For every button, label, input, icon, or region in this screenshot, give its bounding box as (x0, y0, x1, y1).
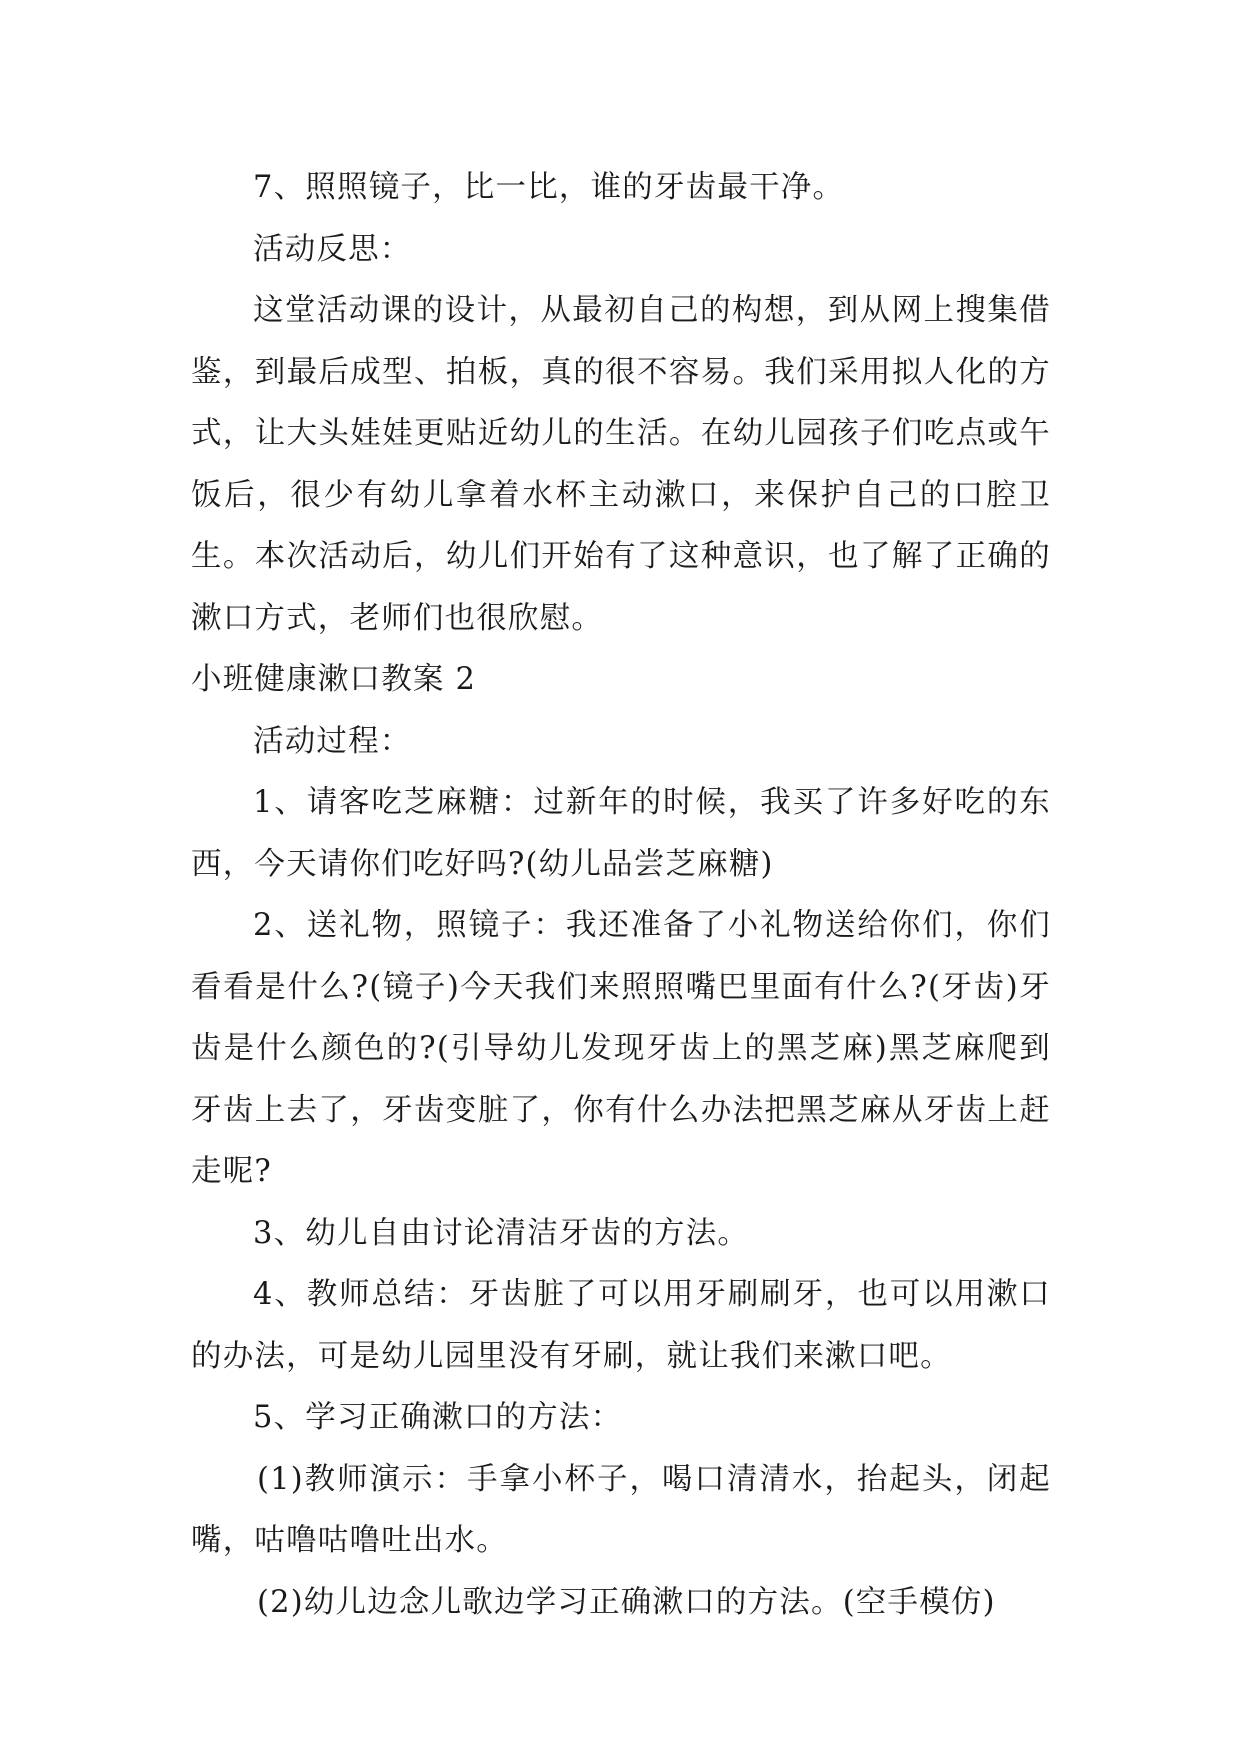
paragraph-step-3: 3、幼儿自由讨论清洁牙齿的方法。 (253, 1215, 750, 1251)
section-label-process: 活动过程： (253, 723, 412, 759)
paragraph-step-4: 4、教师总结：牙齿脏了可以用牙刷刷牙，也可以用漱口的办法，可是幼儿园里没有牙刷，就让我们来漱口吧。 (191, 1277, 1051, 1374)
document-body (191, 157, 1051, 1633)
paragraph-reflection: 这堂活动课的设计，从最初自己的构想，到从网上搜集借鉴，到最后成型、拍板，真的很不容易。我们采用拟人化的方式，让大头娃娃更贴近幼儿的生活。在幼儿园孩子们吃点或午饭后，很少有幼儿拿着水杯主动漱口，来保护自己的口腔卫生。本次活动后，幼儿们开始有了这种意识，也了解了正确的漱口方式，老师们也很欣慰。 (191, 293, 1051, 636)
section-label-reflection: 活动反思： (253, 231, 412, 267)
document-heading: 小班健康漱口教案 2 (191, 662, 477, 697)
paragraph-step-2: 2、送礼物，照镜子：我还准备了小礼物送给你们，你们看看是什么?(镜子)今天我们来照照嘴巴里面有什么?(牙齿)牙齿是什么颜色的?(引导幼儿发现牙齿上的黑芝麻)黑芝麻爬到牙齿上去了，牙齿变脏了，你有什么办法把黑芝麻从牙齿上赶走呢? (191, 908, 1051, 1189)
paragraph-step-7: 7、照照镜子，比一比，谁的牙齿最干净。 (253, 170, 845, 205)
paragraph-step-1: 1、请客吃芝麻糖：过新年的时候，我买了许多好吃的东西，今天请你们吃好吗?(幼儿品尝芝麻糖) (191, 785, 1051, 882)
paragraph-step-5: 5、学习正确漱口的方法： (253, 1400, 623, 1435)
paragraph-substep-1: (1)教师演示：手拿小杯子，喝口清清水，抬起头，闭起嘴，咕噜咕噜吐出水。 (191, 1461, 1051, 1558)
paragraph-substep-2: (2)幼儿边念儿歌边学习正确漱口的方法。(空手模仿) (257, 1584, 996, 1620)
